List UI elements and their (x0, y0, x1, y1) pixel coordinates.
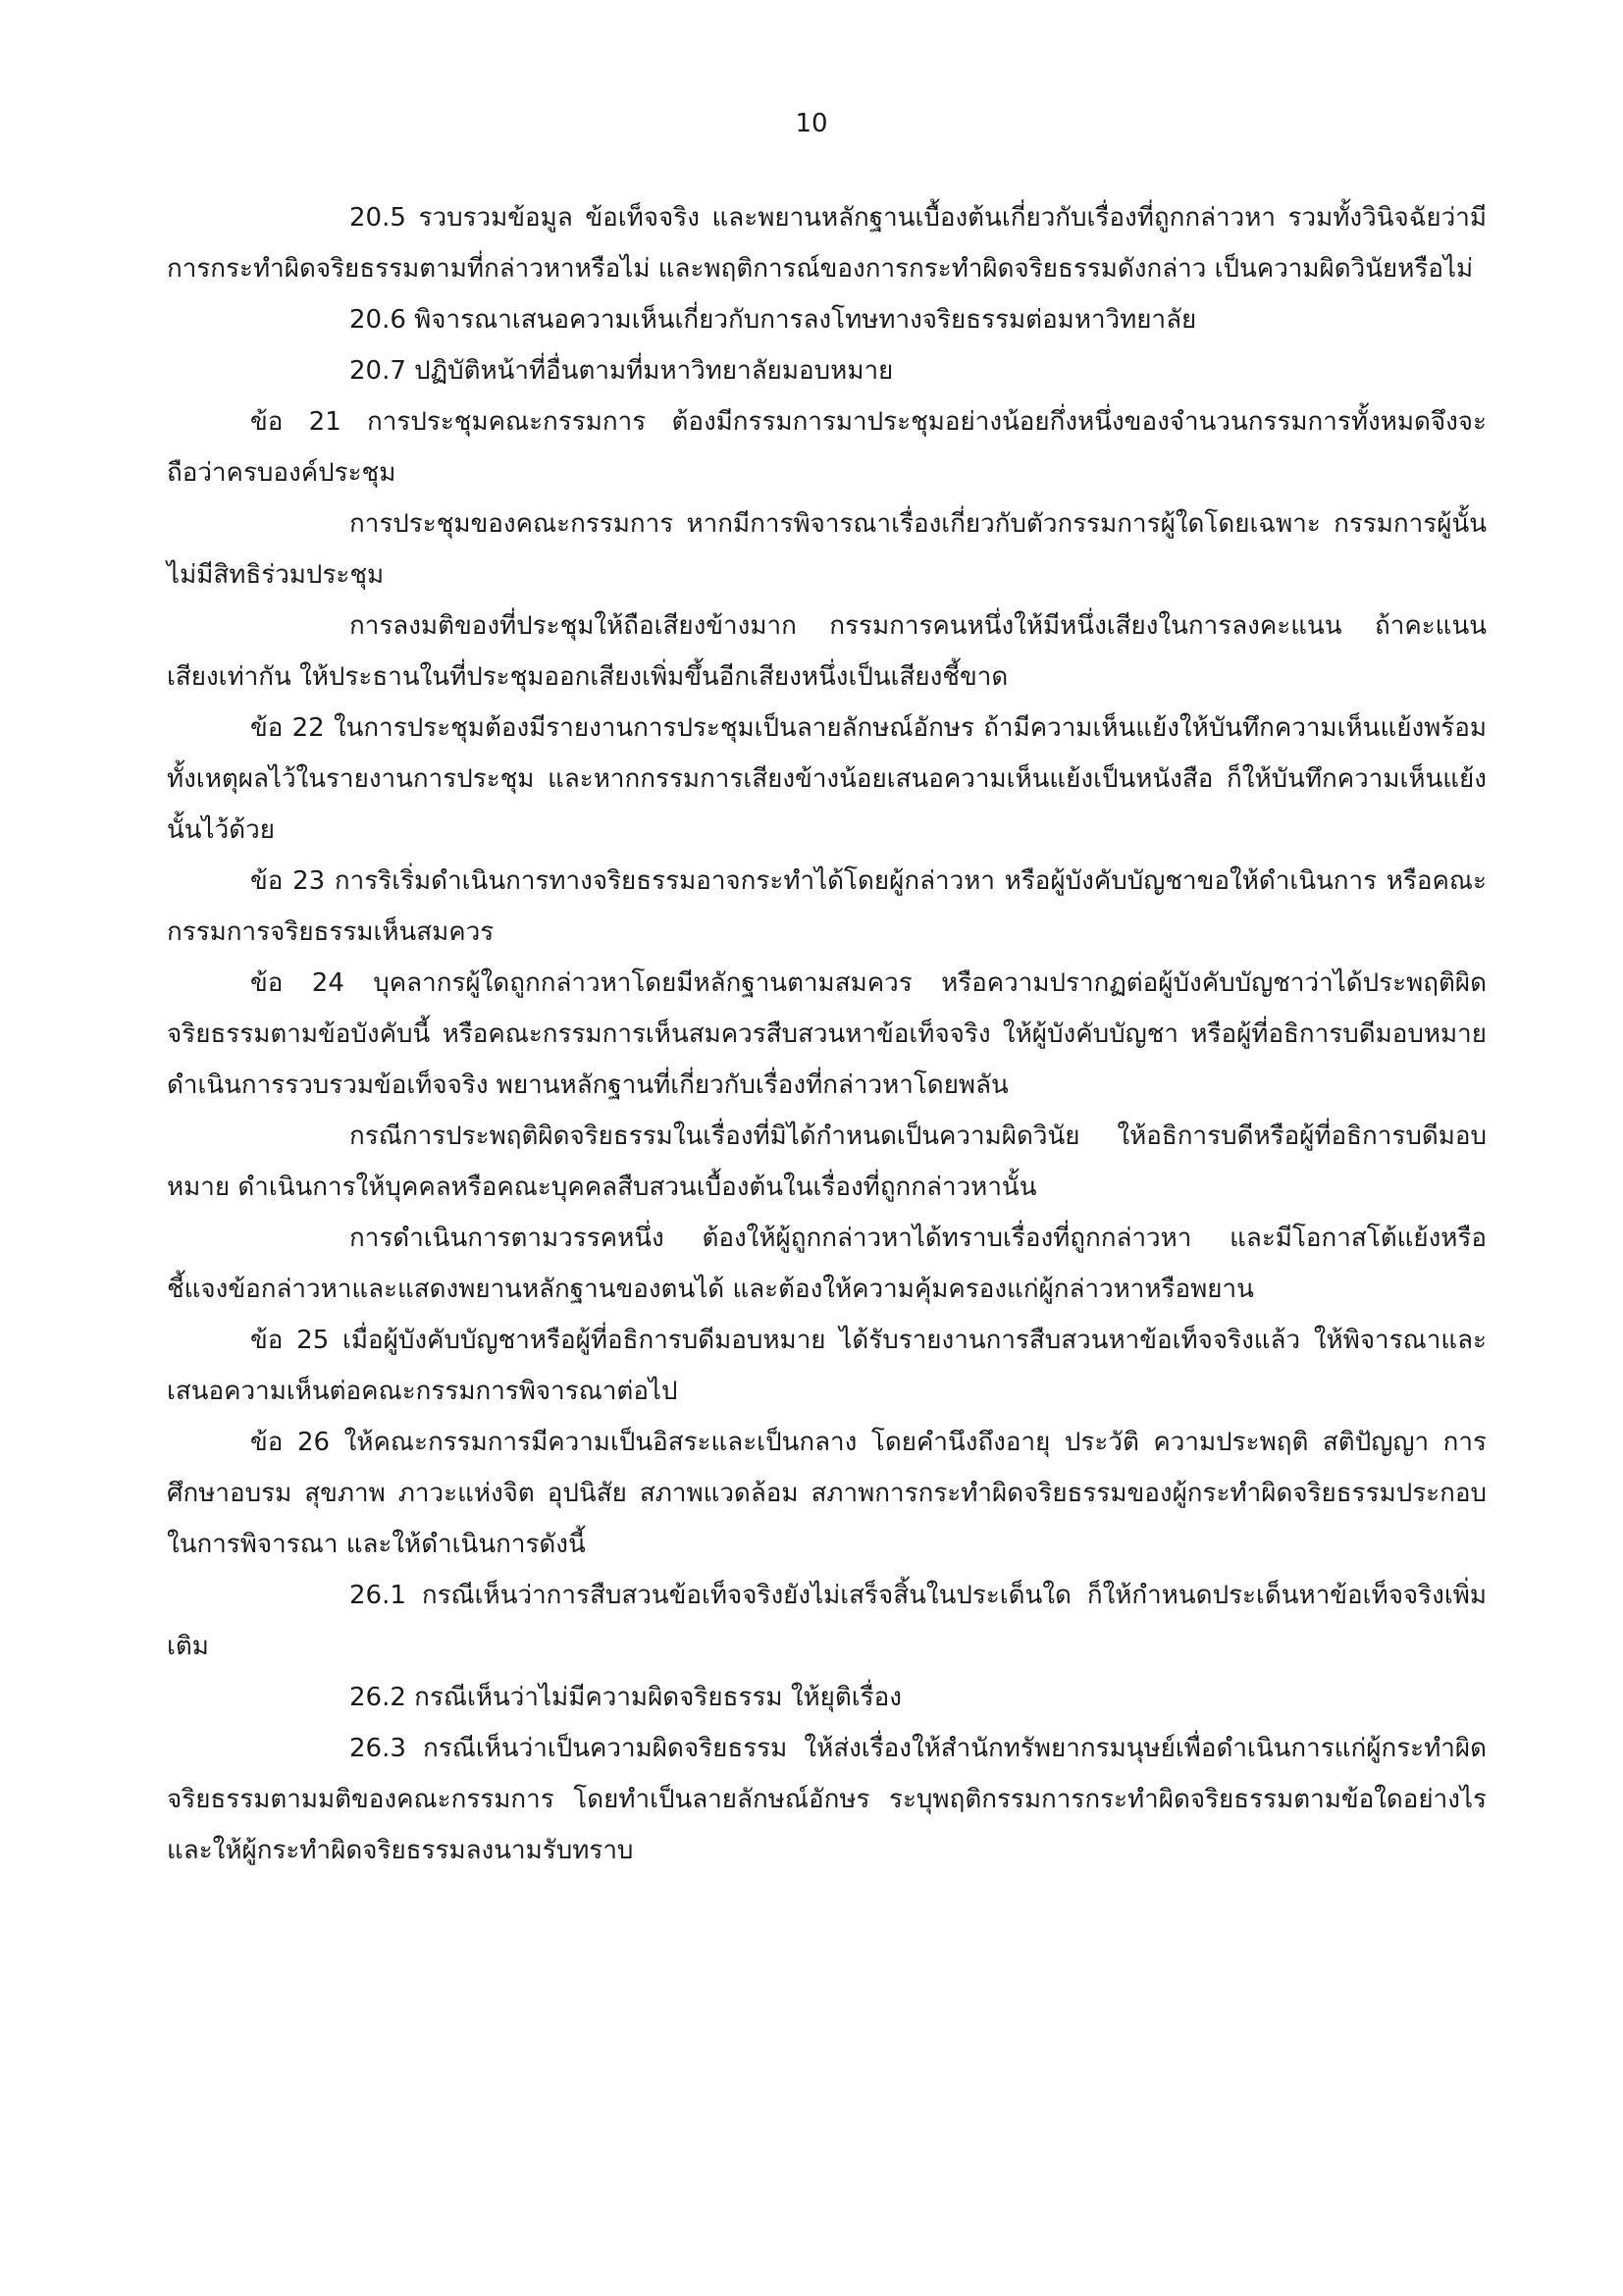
clause-24: ข้อ 24 บุคลากรผู้ใดถูกกล่าวหาโดยมีหลักฐานตามสมควร หรือความปรากฏต่อผู้บังคับบัญชาว่าได้ประพฤติผิดจริยธรรมตามข้อบังคับนี้ หรือคณะกรรมการเห็นสมควรสืบสวนหาข้อเท็จจริง ให้ผู้บังคับบัญชา หรือผู้ที่อธิการบดีมอบหมายดำเนินการรวบรวมข้อเท็จจริง พยานหลักฐานที่เกี่ยวกับเรื่องที่กล่าวหาโดยพลัน (167, 968, 1487, 1100)
clause-26-3: 26.3 กรณีเห็นว่าเป็นความผิดจริยธรรม ให้ส่งเรื่องให้สำนักทรัพยากรมนุษย์เพื่อดำเนินการแก่ผู้กระทำผิดจริยธรรมตามมติของคณะกรรมการ โดยทำเป็นลายลักษณ์อักษร ระบุพฤติกรรมการกระทำผิดจริยธรรมตามข้อใดอย่างไร และให้ผู้กระทำผิดจริยธรรมลงนามรับทราบ (167, 1734, 1487, 1865)
clause-26-1: 26.1 กรณีเห็นว่าการสืบสวนข้อเท็จจริงยังไม่เสร็จสิ้นในประเด็นใด ก็ให้กำหนดประเด็นหาข้อเท็จจริงเพิ่มเติม (167, 1581, 1487, 1661)
clause-21-paragraph-3: การลงมติของที่ประชุมให้ถือเสียงข้างมาก กรรมการคนหนึ่งให้มีหนึ่งเสียงในการลงคะแนน ถ้าคะแนนเสียงเท่ากัน ให้ประธานในที่ประชุมออกเสียงเพิ่มขึ้นอีกเสียงหนึ่งเป็นเสียงชี้ขาด (167, 611, 1487, 692)
clause-21-paragraph-2: การประชุมของคณะกรรมการ หากมีการพิจารณาเรื่องเกี่ยวกับตัวกรรมการผู้ใดโดยเฉพาะ กรรมการผู้นั้นไม่มีสิทธิร่วมประชุม (167, 509, 1487, 590)
clause-21: ข้อ 21 การประชุมคณะกรรมการ ต้องมีกรรมการมาประชุมอย่างน้อยกึ่งหนึ่งของจำนวนกรรมการทั้งหมดจึงจะถือว่าครบองค์ประชุม (167, 407, 1487, 488)
clause-22: ข้อ 22 ในการประชุมต้องมีรายงานการประชุมเป็นลายลักษณ์อักษร ถ้ามีความเห็นแย้งให้บันทึกความเห็นแย้งพร้อมทั้งเหตุผลไว้ในรายงานการประชุม และหากกรรมการเสียงข้างน้อยเสนอความเห็นแย้งเป็นหนังสือ ก็ให้บันทึกความเห็นแย้งนั้นไว้ด้วย (167, 713, 1487, 845)
clause-24-paragraph-2: กรณีการประพฤติผิดจริยธรรมในเรื่องที่มิได้กำหนดเป็นความผิดวินัย ให้อธิการบดีหรือผู้ที่อธิการบดีมอบหมาย ดำเนินการให้บุคคลหรือคณะบุคคลสืบสวนเบื้องต้นในเรื่องที่ถูกกล่าวหานั้น (167, 1122, 1487, 1202)
clause-20-5: 20.5 รวบรวมข้อมูล ข้อเท็จจริง และพยานหลักฐานเบื้องต้นเกี่ยวกับเรื่องที่ถูกกล่าวหา รวมทั้งวินิจฉัยว่ามีการกระทำผิดจริยธรรมตามที่กล่าวหาหรือไม่ และพฤติการณ์ของการกระทำผิดจริยธรรมดังกล่าว เป็นความผิดวินัยหรือไม่ (167, 203, 1487, 284)
page-number: 10 (795, 109, 828, 138)
clause-25: ข้อ 25 เมื่อผู้บังคับบัญชาหรือผู้ที่อธิการบดีมอบหมาย ได้รับรายงานการสืบสวนหาข้อเท็จจริงแล้ว ให้พิจารณาและเสนอความเห็นต่อคณะกรรมการพิจารณาต่อไป (167, 1326, 1487, 1406)
clause-26-2: 26.2 กรณีเห็นว่าไม่มีความผิดจริยธรรม ให้ยุติเรื่อง (349, 1683, 902, 1712)
clause-20-6: 20.6 พิจารณาเสนอความเห็นเกี่ยวกับการลงโทษทางจริยธรรมต่อมหาวิทยาลัย (349, 305, 1197, 335)
clause-20-7: 20.7 ปฏิบัติหน้าที่อื่นตามที่มหาวิทยาลัยมอบหมาย (349, 356, 894, 386)
document-body (167, 192, 1487, 1876)
clause-26: ข้อ 26 ให้คณะกรรมการมีความเป็นอิสระและเป็นกลาง โดยคำนึงถึงอายุ ประวัติ ความประพฤติ สติปัญญา การศึกษาอบรม สุขภาพ ภาวะแห่งจิต อุปนิสัย สภาพแวดล้อม สภาพการกระทำผิดจริยธรรมของผู้กระทำผิดจริยธรรมประกอบในการพิจารณา และให้ดำเนินการดังนี้ (167, 1428, 1487, 1559)
clause-24-paragraph-3: การดำเนินการตามวรรคหนึ่ง ต้องให้ผู้ถูกกล่าวหาได้ทราบเรื่องที่ถูกกล่าวหา และมีโอกาสโต้แย้งหรือชี้แจงข้อกล่าวหาและแสดงพยานหลักฐานของตนได้ และต้องให้ความคุ้มครองแก่ผู้กล่าวหาหรือพยาน (167, 1224, 1487, 1304)
clause-23: ข้อ 23 การริเริ่มดำเนินการทางจริยธรรมอาจกระทำได้โดยผู้กล่าวหา หรือผู้บังคับบัญชาขอให้ดำเนินการ หรือคณะกรรมการจริยธรรมเห็นสมควร (167, 866, 1487, 947)
